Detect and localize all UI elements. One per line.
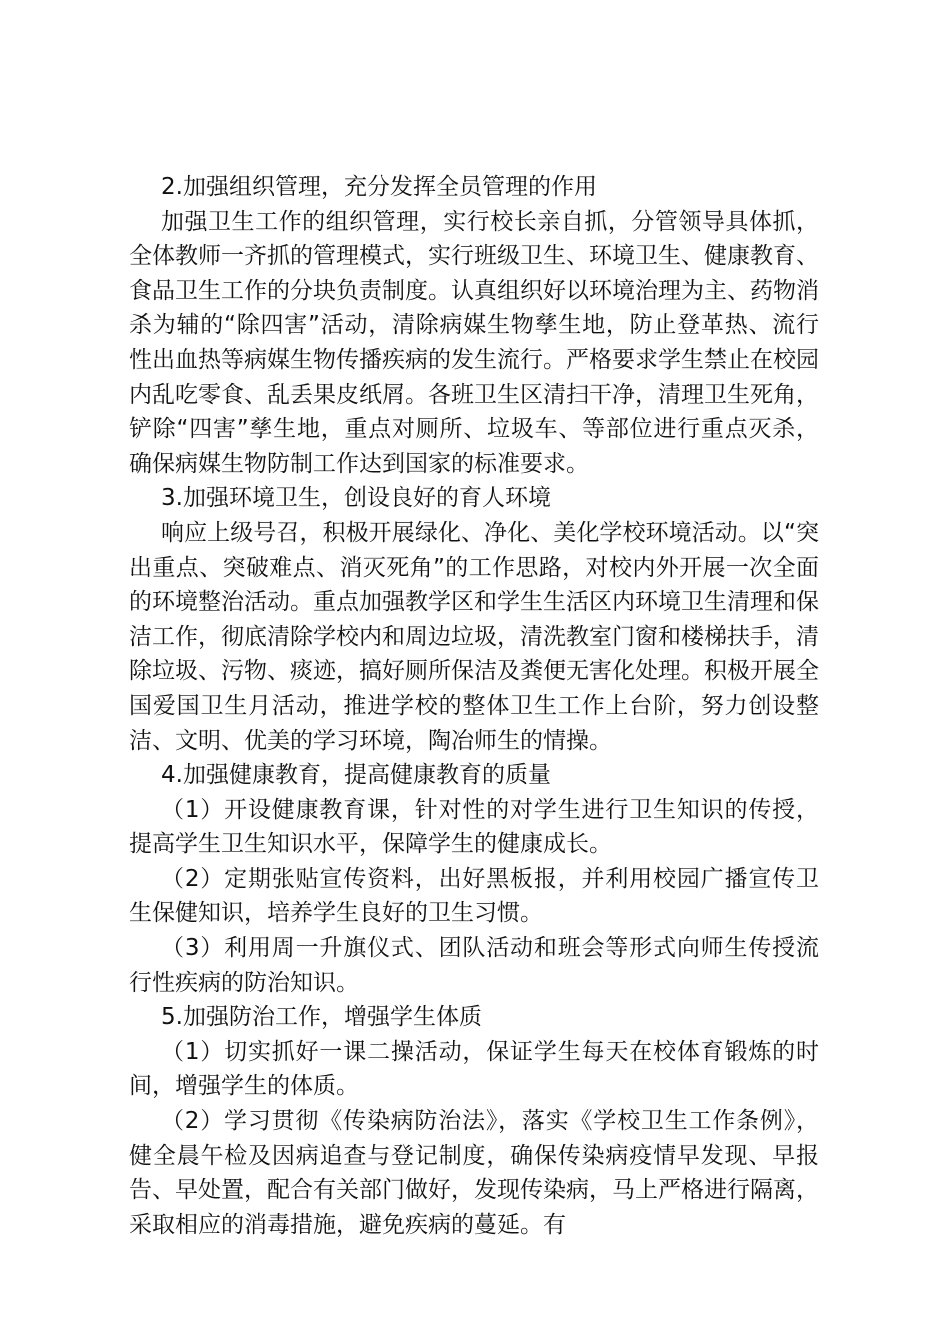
- section-heading: 4.加强健康教育，提高健康教育的质量: [161, 762, 551, 789]
- body-paragraph: 响应上级号召，积极开展绿化、净化、美化学校环境活动。以“突出重点、突破难点、消灭死角”的工作思路，对校内外开展一次全面的环境整治活动。重点加强教学区和学生生活区内环境卫生清理和保洁工作，彻底清除学校内和周边垃圾，清洗教室门窗和楼梯扶手，清除垃圾、污物、痰迹，搞好厕所保洁及粪便无害化处理。积极开展全国爱国卫生月活动，推进学校的整体卫生工作上台阶，努力创设整洁、文明、优美的学习环境，陶冶师生的情操。: [129, 519, 819, 754]
- list-item: （2）定期张贴宣传资料，出好黑板报，并利用校园广播宣传卫生保健知识，培养学生良好的卫生习惯。: [129, 865, 819, 927]
- list-item: （1）切实抓好一课二操活动，保证学生每天在校体育锻炼的时间，增强学生的体质。: [129, 1038, 819, 1100]
- section-heading: 3.加强环境卫生，创设良好的育人环境: [161, 485, 551, 512]
- section-heading: 5.加强防治工作，增强学生体质: [161, 1004, 482, 1031]
- list-item: （2）学习贯彻《传染病防治法》，落实《学校卫生工作条例》，健全晨午检及因病追查与登记制度，确保传染病疫情早发现、早报告、早处置，配合有关部门做好，发现传染病，马上严格进行隔离，采取相应的消毒措施，避免疾病的蔓延。有: [129, 1108, 819, 1238]
- document-body: [129, 170, 819, 1242]
- list-item: （3）利用周一升旗仪式、团队活动和班会等形式向师生传授流行性疾病的防治知识。: [129, 935, 819, 996]
- section-heading: 2.加强组织管理，充分发挥全员管理的作用: [161, 174, 597, 200]
- list-item: （1）开设健康教育课，针对性的对学生进行卫生知识的传授，提高学生卫生知识水平，保障学生的健康成长。: [129, 796, 819, 858]
- body-paragraph: 加强卫生工作的组织管理，实行校长亲自抓，分管领导具体抓，全体教师一齐抓的管理模式，实行班级卫生、环境卫生、健康教育、食品卫生工作的分块负责制度。认真组织好以环境治理为主、药物消杀为辅的“除四害”活动，清除病媒生物孳生地，防止登革热、流行性出血热等病媒生物传播疾病的发生流行。严格要求学生禁止在校园内乱吃零食、乱丢果皮纸屑。各班卫生区清扫干净，清理卫生死角，铲除“四害”孳生地，重点对厕所、垃圾车、等部位进行重点灭杀，确保病媒生物防制工作达到国家的标准要求。: [129, 208, 819, 477]
